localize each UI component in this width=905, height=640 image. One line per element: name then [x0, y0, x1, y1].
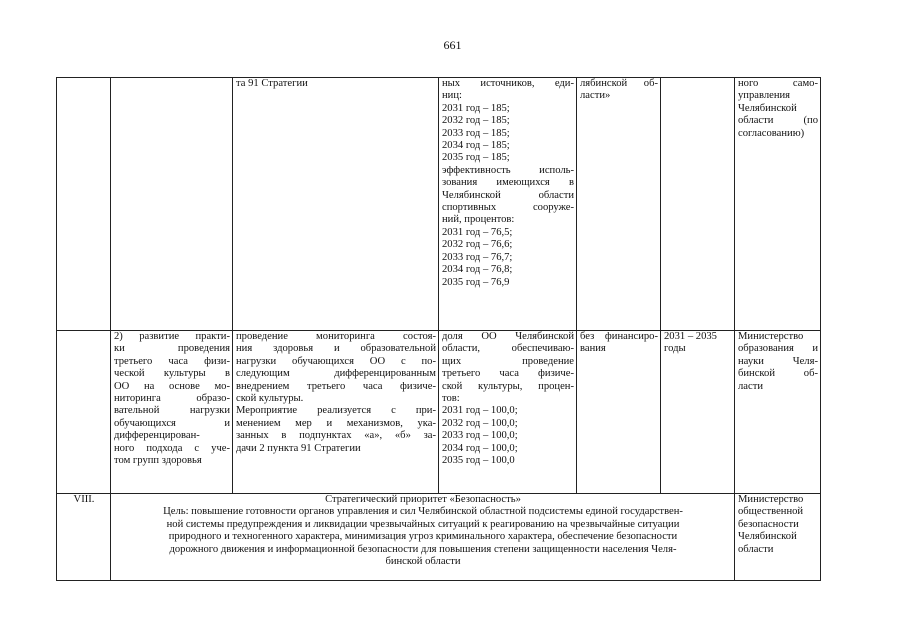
cell-line: вания [580, 343, 606, 355]
cell-line: Челябинской области [442, 189, 574, 201]
cell-line: 2034 год – 100,0; [442, 442, 518, 454]
cell-task [111, 331, 233, 494]
cell-line: ласти [738, 380, 763, 392]
table-row [57, 331, 847, 494]
cell-number [57, 331, 111, 494]
cell-line: 2035 год – 76,9 [442, 276, 510, 288]
cell-line: ческой культуры в [114, 368, 230, 380]
cell-line: вательной нагрузки [114, 405, 230, 417]
cell-line: эффективность исполь- [442, 164, 574, 176]
cell-line: ний, процентов: [442, 214, 515, 226]
cell-line: управления [738, 90, 791, 102]
cell-funding [577, 78, 661, 331]
cell-line: 2031 год – 100,0; [442, 405, 518, 417]
cell-responsible [735, 331, 821, 494]
cell-responsible [735, 494, 821, 581]
cell-line: проведение мониторинга состоя- [236, 331, 436, 342]
cell-line: области, обеспечиваю- [442, 343, 574, 355]
cell-line: спортивных сооруже- [442, 202, 574, 214]
cell-line: 2033 год – 76,7; [442, 251, 513, 263]
cell-line: 2032 год – 185; [442, 115, 510, 127]
cell-line: том групп здоровья [114, 455, 202, 467]
cell-line: Челябинской [738, 531, 797, 543]
cell-line: тов: [442, 393, 460, 405]
page-number: 661 [443, 38, 462, 52]
cell-line: обучающихся и [114, 417, 230, 429]
cell-line: 2032 год – 76,6; [442, 239, 513, 251]
cell-line: области [738, 543, 774, 555]
cell-line: Челябинской [738, 102, 797, 114]
cell-line: лябинской об- [580, 78, 658, 89]
cell-measures [233, 78, 439, 331]
cell-line: без финансиро- [580, 331, 658, 342]
cell-period [661, 331, 735, 494]
cell-line: ниц: [442, 90, 462, 102]
cell-measures [233, 331, 439, 494]
priority-goal-line: Цель: повышение готовности органов управления и сил Челябинской областной подсистемы единой государствен- [163, 506, 683, 518]
cell-line: нагрузки обучающихся ОО с по- [236, 355, 436, 367]
cell-line: ного подхода с уче- [114, 442, 230, 454]
cell-line: области (по [738, 115, 818, 127]
cell-line: согласованию) [738, 127, 805, 139]
cell-funding [577, 331, 661, 494]
cell-line: та 91 Стратегии [236, 78, 308, 89]
cell-line: ской культуры. [236, 393, 304, 405]
cell-line: ской культуры, процен- [442, 380, 574, 392]
cell-line: Министерство [738, 331, 804, 342]
cell-line: менением мер и механизмов, ука- [236, 417, 436, 429]
cell-line: Мероприятие реализуется с при- [236, 405, 436, 417]
cell-line: Министерство [738, 494, 804, 505]
cell-line: 2031 – 2035 [664, 331, 717, 342]
cell-line: внедрением третьего часа физиче- [236, 380, 436, 392]
cell-line: доля ОО Челябинской [442, 331, 574, 342]
cell-period [661, 78, 735, 331]
cell-line: 2031 год – 185; [442, 102, 510, 114]
cell-line: общественной [738, 506, 804, 518]
section-number: VIII. [57, 494, 111, 581]
cell-line: 2033 год – 100,0; [442, 430, 518, 442]
cell-line: ниторинга образо- [114, 393, 230, 405]
cell-line: зования имеющихся в [442, 177, 574, 189]
cell-line: дифференцирован- [114, 430, 200, 442]
cell-indicators [439, 78, 577, 331]
cell-line: образования и [738, 343, 818, 355]
cell-line: следующим дифференцированным [236, 368, 436, 380]
cell-line: ного само- [738, 78, 818, 89]
cell-line: ОО на основе мо- [114, 380, 230, 392]
cell-indicators [439, 331, 577, 494]
cell-line: 2034 год – 185; [442, 140, 510, 152]
priority-title: Стратегический приоритет «Безопасность» [325, 494, 521, 505]
section-priority [111, 494, 735, 581]
cell-responsible [735, 78, 821, 331]
cell-line: ных источников, еди- [442, 78, 574, 89]
priority-goal-line: дорожного движения и информационной безопасности для повышения степени защищенности населения Челя- [169, 543, 677, 555]
cell-line: 2035 год – 100,0 [442, 455, 515, 467]
cell-line: безопасности [738, 518, 799, 530]
cell-line: 2035 год – 185; [442, 152, 510, 164]
cell-line: 2) развитие практи- [114, 331, 230, 342]
priority-goal-line: природного и техногенного характера, минимизация угроз криминального характера, обеспечение безопасности [168, 531, 678, 543]
cell-line: 2034 год – 76,8; [442, 264, 513, 276]
cell-line: щих проведение [442, 355, 574, 367]
table-row [57, 78, 847, 331]
strategy-table [56, 77, 847, 581]
cell-line: бинской об- [738, 368, 818, 380]
cell-line: годы [664, 343, 686, 355]
cell-line: 2031 год – 76,5; [442, 226, 513, 238]
cell-line: третьего часа физи- [114, 355, 230, 367]
cell-line: науки Челя- [738, 355, 818, 367]
cell-line: ния здоровья и образовательной [236, 343, 436, 355]
priority-goal-line: ной системы предупреждения и ликвидации чрезвычайных ситуаций к реагированию на чрезвычайные ситуации [166, 518, 680, 530]
cell-number [57, 78, 111, 331]
cell-line: 2033 год – 185; [442, 127, 510, 139]
cell-line: третьего часа физиче- [442, 368, 574, 380]
cell-task [111, 78, 233, 331]
cell-line: ласти» [580, 90, 611, 102]
cell-line: дачи 2 пункта 91 Стратегии [236, 442, 361, 454]
cell-line: ки проведения [114, 343, 230, 355]
cell-line: 2032 год – 100,0; [442, 417, 518, 429]
cell-line: занных в подпунктах «а», «б» за- [236, 430, 436, 442]
table-row [57, 494, 847, 581]
priority-goal-line: бинской области [385, 556, 461, 568]
